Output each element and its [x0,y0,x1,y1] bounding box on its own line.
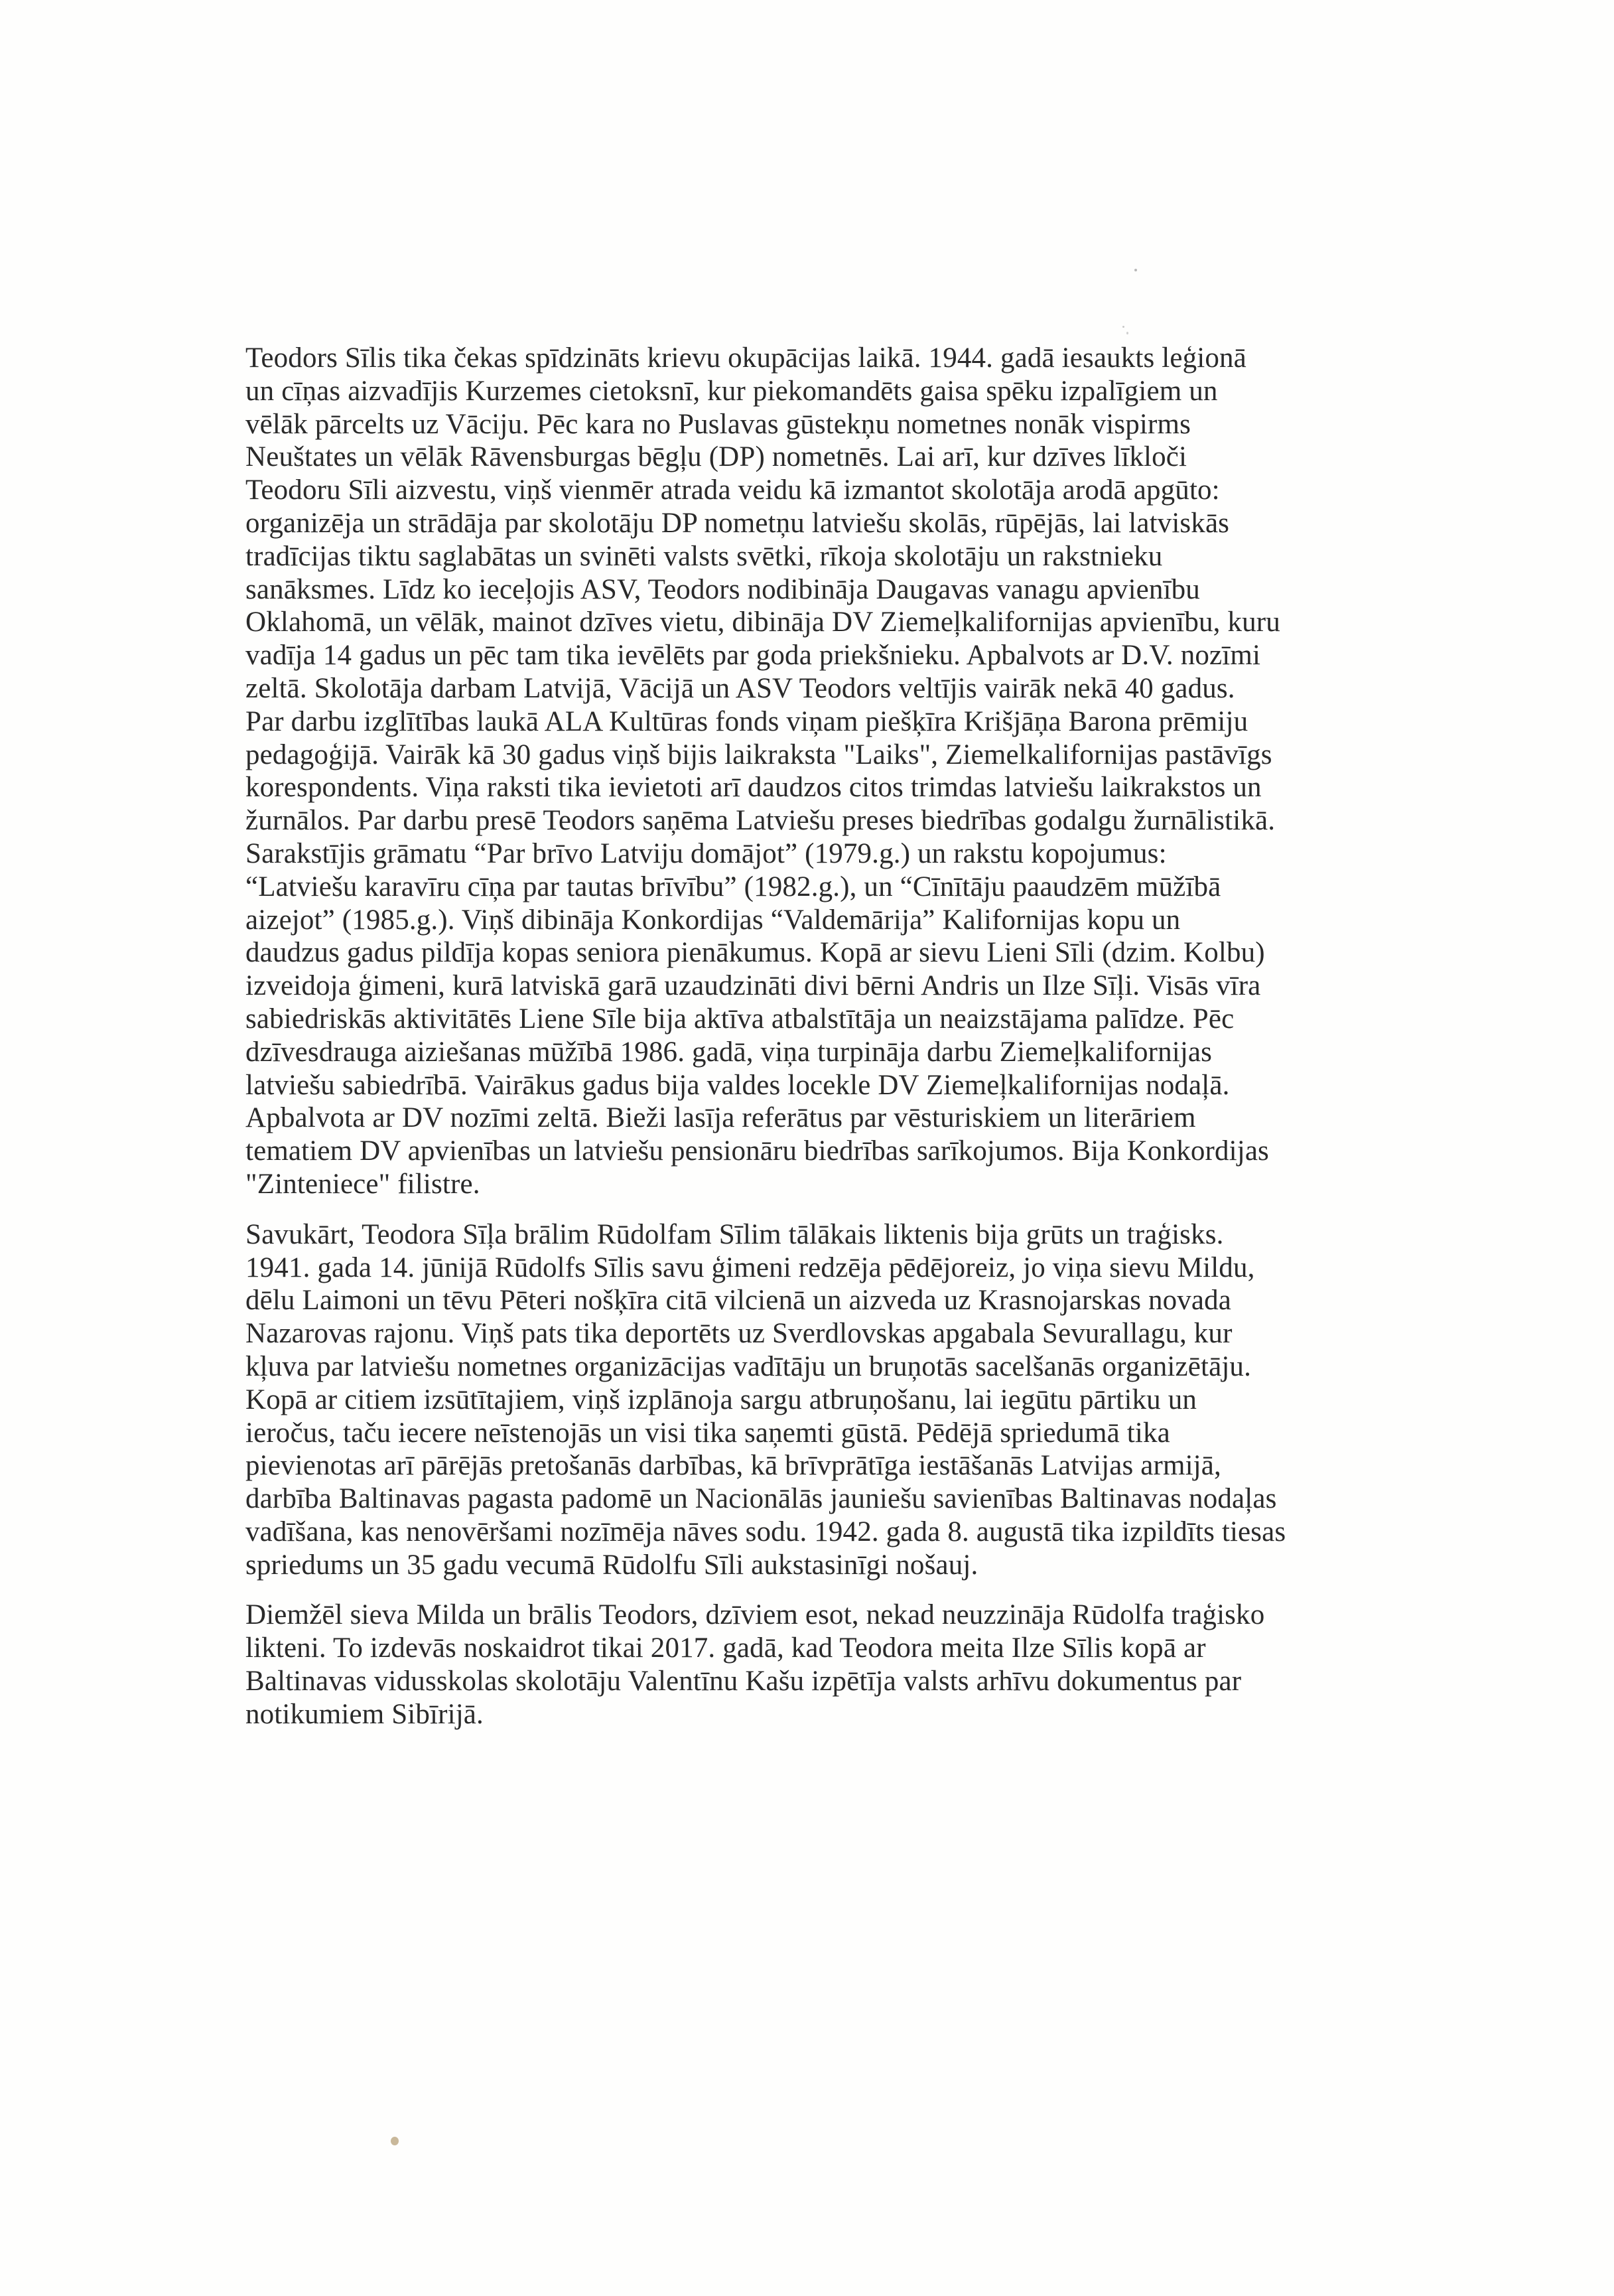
text-line: Oklahomā, un vēlāk, mainot dzīves vietu, dibināja DV Ziemeļkalifornijas apvienību, kuru [245,607,1280,638]
text-line: vadīšana, kas nenovēršami nozīmēja nāves sodu. 1942. gada 8. augustā tika izpildīts tiesas [245,1516,1286,1547]
text-line: vēlāk pārcelts uz Vāciju. Pēc kara no Puslavas gūstekņu nometnes nonāk vispirms [245,408,1191,440]
text-line: tradīcijas tiktu saglabātas un svinēti valsts svētki, rīkoja skolotāju un rakstnieku [245,540,1163,572]
text-line: likteni. To izdevās noskaidrot tikai 2017. gadā, kad Teodora meita Ilze Sīlis kopā ar [245,1632,1206,1664]
paper-speck [1122,326,1124,328]
paragraph-teodors-biography [245,342,1403,1201]
paper-stain [391,2137,399,2145]
text-line: tematiem DV apvienības un latviešu pensionāru biedrības sarīkojumos. Bija Konkordijas [245,1135,1269,1167]
text-line: spriedums un 35 gadu vecumā Rūdolfu Sīli aukstasinīgi nošauj. [245,1549,978,1581]
text-line: Teodors Sīlis tika čekas spīdzināts krievu okupācijas laikā. 1944. gadā iesaukts leģionā [245,342,1246,374]
paragraph-rudolfs-fate [245,1218,1403,1582]
text-line: dēlu Laimoni un tēvu Pēteri nošķīra citā vilcienā un aizveda uz Krasnojarskas novada [245,1285,1232,1317]
text-line: "Zinteniece" filistre. [245,1168,480,1200]
paper-speck [1126,332,1128,334]
text-line: kļuva par latviešu nometnes organizācijas vadītāju un bruņotās sacelšanās organizētāju. [245,1350,1251,1382]
text-line: vadīja 14 gadus un pēc tam tika ievēlēts par goda priekšnieku. Apbalvots ar D.V. nozīmi [245,640,1261,672]
paper-speck [1134,269,1137,271]
text-line: un cīņas aizvadījis Kurzemes cietoksnī, kur piekomandēts gaisa spēku izpalīgiem un [245,375,1218,407]
text-line: Sarakstījis grāmatu “Par brīvo Latviju domājot” (1979.g.) un rakstu kopojumus: [245,837,1167,869]
text-line: ieročus, taču iecere neīstenojās un visi tika saņemti gūstā. Pēdējā spriedumā tika [245,1417,1170,1449]
text-line: Neuštates un vēlāk Rāvensburgas bēgļu (DP) nometnēs. Lai arī, kur dzīves līkloči [245,441,1187,473]
text-line: Baltinavas vidusskolas skolotāju Valentīnu Kašu izpētīja valsts arhīvu dokumentus par [245,1666,1242,1697]
paragraph-archive-discovery [245,1599,1403,1731]
text-line: sanāksmes. Līdz ko ieceļojis ASV, Teodors nodibināja Daugavas vanagu apvienību [245,573,1200,605]
text-line: 1941. gada 14. jūnijā Rūdolfs Sīlis savu ģimeni redzēja pēdējoreiz, jo viņa sievu Mildu, [245,1252,1255,1283]
text-line: Apbalvota ar DV nozīmi zeltā. Bieži lasīja referātus par vēsturiskiem un literāriem [245,1102,1196,1134]
text-line: korespondents. Viņa raksti tika ievietoti arī daudzos citos trimdas latviešu laikrakstos un [245,772,1262,804]
text-line: Nazarovas rajonu. Viņš pats tika deportēts uz Sverdlovskas apgabala Sevurallagu, kur [245,1318,1233,1350]
text-line: žurnālos. Par darbu presē Teodors saņēma Latviešu preses biedrības godalgu žurnālistikā. [245,805,1276,837]
text-line: pedagoģijā. Vairāk kā 30 gadus viņš bijis laikraksta "Laiks", Ziemelkalifornijas pastāvīgs [245,739,1272,770]
text-line: aizejot” (1985.g.). Viņš dibināja Konkordijas “Valdemārija” Kalifornijas kopu un [245,904,1181,936]
text-line: notikumiem Sibīrijā. [245,1698,484,1730]
text-line: organizēja un strādāja par skolotāju DP nometņu latviešu skolās, rūpējās, lai latviskās [245,507,1230,539]
text-line: Diemžēl sieva Milda un brālis Teodors, dzīviem esot, nekad neuzzināja Rūdolfa traģisko [245,1599,1265,1631]
text-line: pievienotas arī pārējās pretošanās darbības, kā brīvprātīga iestāšanās Latvijas armijā, [245,1450,1221,1482]
text-line: latviešu sabiedrībā. Vairākus gadus bija valdes locekle DV Ziemeļkalifornijas nodaļā. [245,1069,1230,1101]
document-body [245,342,1403,1731]
text-line: Par darbu izglītības laukā ALA Kultūras fonds viņam piešķīra Krišjāņa Barona prēmiju [245,705,1248,737]
text-line: “Latviešu karavīru cīņa par tautas brīvību” (1982.g.), un “Cīnītāju paaudzēm mūžībā [245,871,1221,902]
text-line: dzīvesdrauga aiziešanas mūžībā 1986. gadā, viņa turpināja darbu Ziemeļkalifornijas [245,1036,1213,1068]
text-line: Savukārt, Teodora Sīļa brālim Rūdolfam Sīlim tālākais liktenis bija grūts un traģisks. [245,1218,1224,1250]
text-line: zeltā. Skolotāja darbam Latvijā, Vācijā un ASV Teodors veltījis vairāk nekā 40 gadus. [245,672,1235,704]
text-line: Kopā ar citiem izsūtītajiem, viņš izplānoja sargu atbruņošanu, lai iegūtu pārtiku un [245,1384,1197,1415]
text-line: izveidoja ģimeni, kurā latviskā garā uzaudzināti divi bērni Andris un Ilze Sīļi. Visās vīra [245,970,1261,1002]
text-line: daudzus gadus pildīja kopas seniora pienākumus. Kopā ar sievu Lieni Sīli (dzim. Kolbu) [245,937,1265,969]
text-line: Teodoru Sīli aizvestu, viņš vienmēr atrada veidu kā izmantot skolotāja arodā apgūto: [245,474,1220,506]
text-line: darbība Baltinavas pagasta padomē un Nacionālās jauniešu savienības Baltinavas nodaļas [245,1483,1277,1515]
text-line: sabiedriskās aktivitātēs Liene Sīle bija aktīva atbalstītāja un neaizstājama palīdze. Pēc [245,1003,1235,1035]
